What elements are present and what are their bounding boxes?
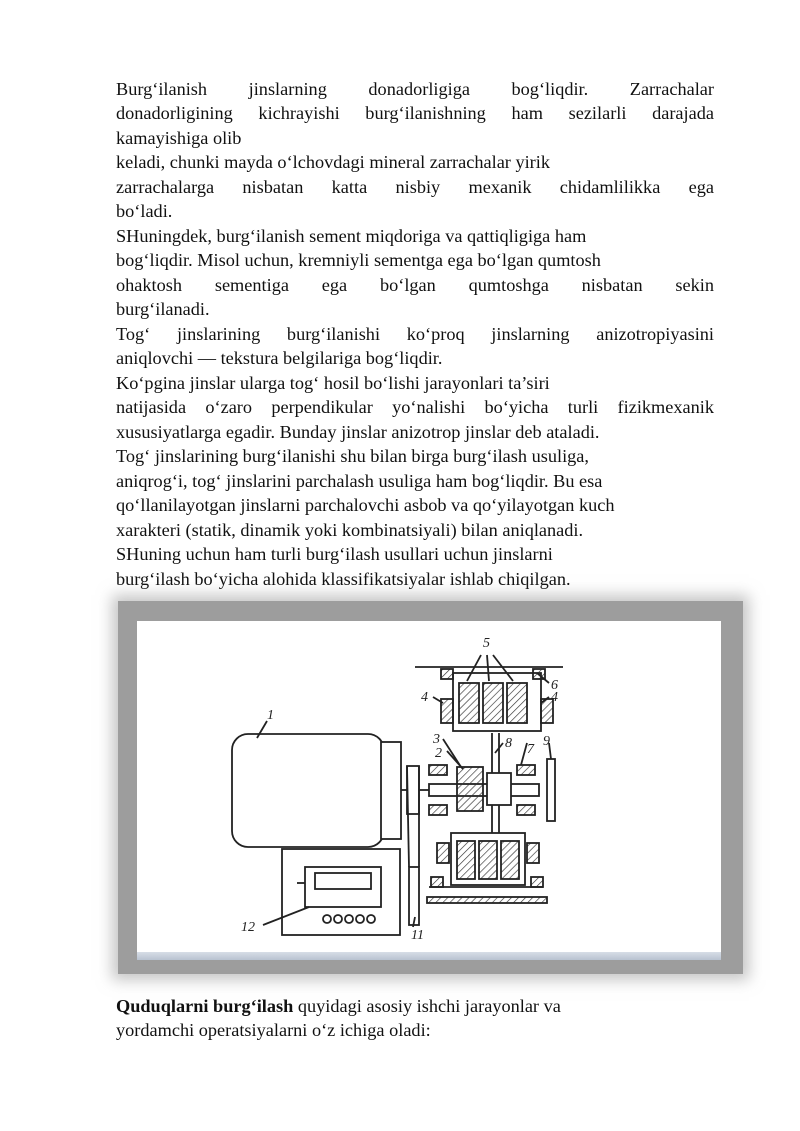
text-line-18: qo‘llanilayotgan jinslarni parchalovchi asbob va qo‘yilayotgan kuch [116,495,615,515]
text-line-23: yordamchi operatsiyalarni o‘z ichiga oladi: [116,1020,431,1040]
figure-label-3: 3 [433,732,440,747]
flywheel-9 [547,759,555,821]
text-line-2: donadorligining kichrayishi burg‘ilanishning ham sezilarli darajada [116,103,714,123]
motor-body [232,734,384,847]
text-line-12: aniqlovchi — tekstura belgilariga bog‘liqdir. [116,348,443,368]
text-line-20: SHuning uchun ham turli burg‘ilash usullari uchun jinslarni [116,544,553,564]
text-line-22 [116,994,714,1019]
text-line-15: xususiyatlarga egadir. Bunday jinslar anizotrop jinslar deb ataladi. [116,422,600,442]
main-shaft [429,784,539,796]
pulley-upper [407,766,419,814]
text-line-17: aniqrog‘i, tog‘ jinslarini parchalash usuliga ham bog‘liqdir. Bu esa [116,471,603,491]
text-line-3: kamayishiga olib [116,128,242,148]
pulley-lower [409,867,419,925]
figure-label-6: 6 [551,678,558,693]
figure-label-5: 5 [483,636,490,651]
text-line-8: bog‘liqdir. Misol uchun, kremniyli sementga ega bo‘lgan qumtosh [116,250,601,270]
figure-label-11: 11 [411,928,424,943]
text-line-11: Tog‘ jinslarining burg‘ilanishi ko‘proq jinslarning anizotropiyasini [116,324,714,344]
figure-label-9: 9 [543,734,550,749]
text-line-16: Tog‘ jinslarining burg‘ilanishi shu bilan birga burg‘ilash usuliga, [116,446,589,466]
text-line-13: Ko‘pgina jinslar ularga tog‘ hosil bo‘lishi jarayonlari ta’siri [116,373,550,393]
text-line-9: ohaktosh sementiga ega bo‘lgan qumtoshga nisbatan sekin [116,275,714,295]
figure-label-4-left: 4 [421,690,428,705]
drill-rig-diagram [137,621,721,952]
figure-label-2: 2 [435,746,442,761]
text-line-4: keladi, chunki mayda o‘lchovdagi mineral zarrachalar yirik [116,152,550,172]
text-line-21: burg‘ilash bo‘yicha alohida klassifikatsiyalar ishlab chiqilgan. [116,569,571,589]
figure-taskbar-strip [137,952,721,960]
figure-label-12: 12 [241,920,255,935]
text-line-19: xarakteri (statik, dinamik yoki kombinatsiyali) bilan aniqlanadi. [116,520,584,540]
gear-2 [457,767,483,811]
text-line-6: bo‘ladi. [116,201,173,221]
text-line-22-rest: quyidagi asosiy ishchi jarayonlar va [293,996,561,1016]
figure-label-7: 7 [527,742,534,757]
text-line-10: burg‘ilanadi. [116,299,210,319]
text-line-5: zarrachalarga nisbatan katta nisbiy mexanik chidamlilikka ega [116,177,714,197]
figure-label-1: 1 [267,708,274,723]
text-line-7: SHuningdek, burg‘ilanish sement miqdoriga va qattiqligiga ham [116,226,587,246]
text-line-14: natijasida o‘zaro perpendikular yo‘nalishi bo‘yicha turli fizikmexanik [116,397,714,417]
bold-term: Quduqlarni burg‘ilash [116,996,294,1016]
gear-8 [487,773,511,805]
motor-end-cap [381,742,401,839]
figure-label-4-right: 4 [551,690,558,705]
figure-label-8: 8 [505,736,512,751]
text-line-1: Burg‘ilanish jinslarning donadorligiga bog‘liqdir. Zarrachalar [116,79,714,99]
